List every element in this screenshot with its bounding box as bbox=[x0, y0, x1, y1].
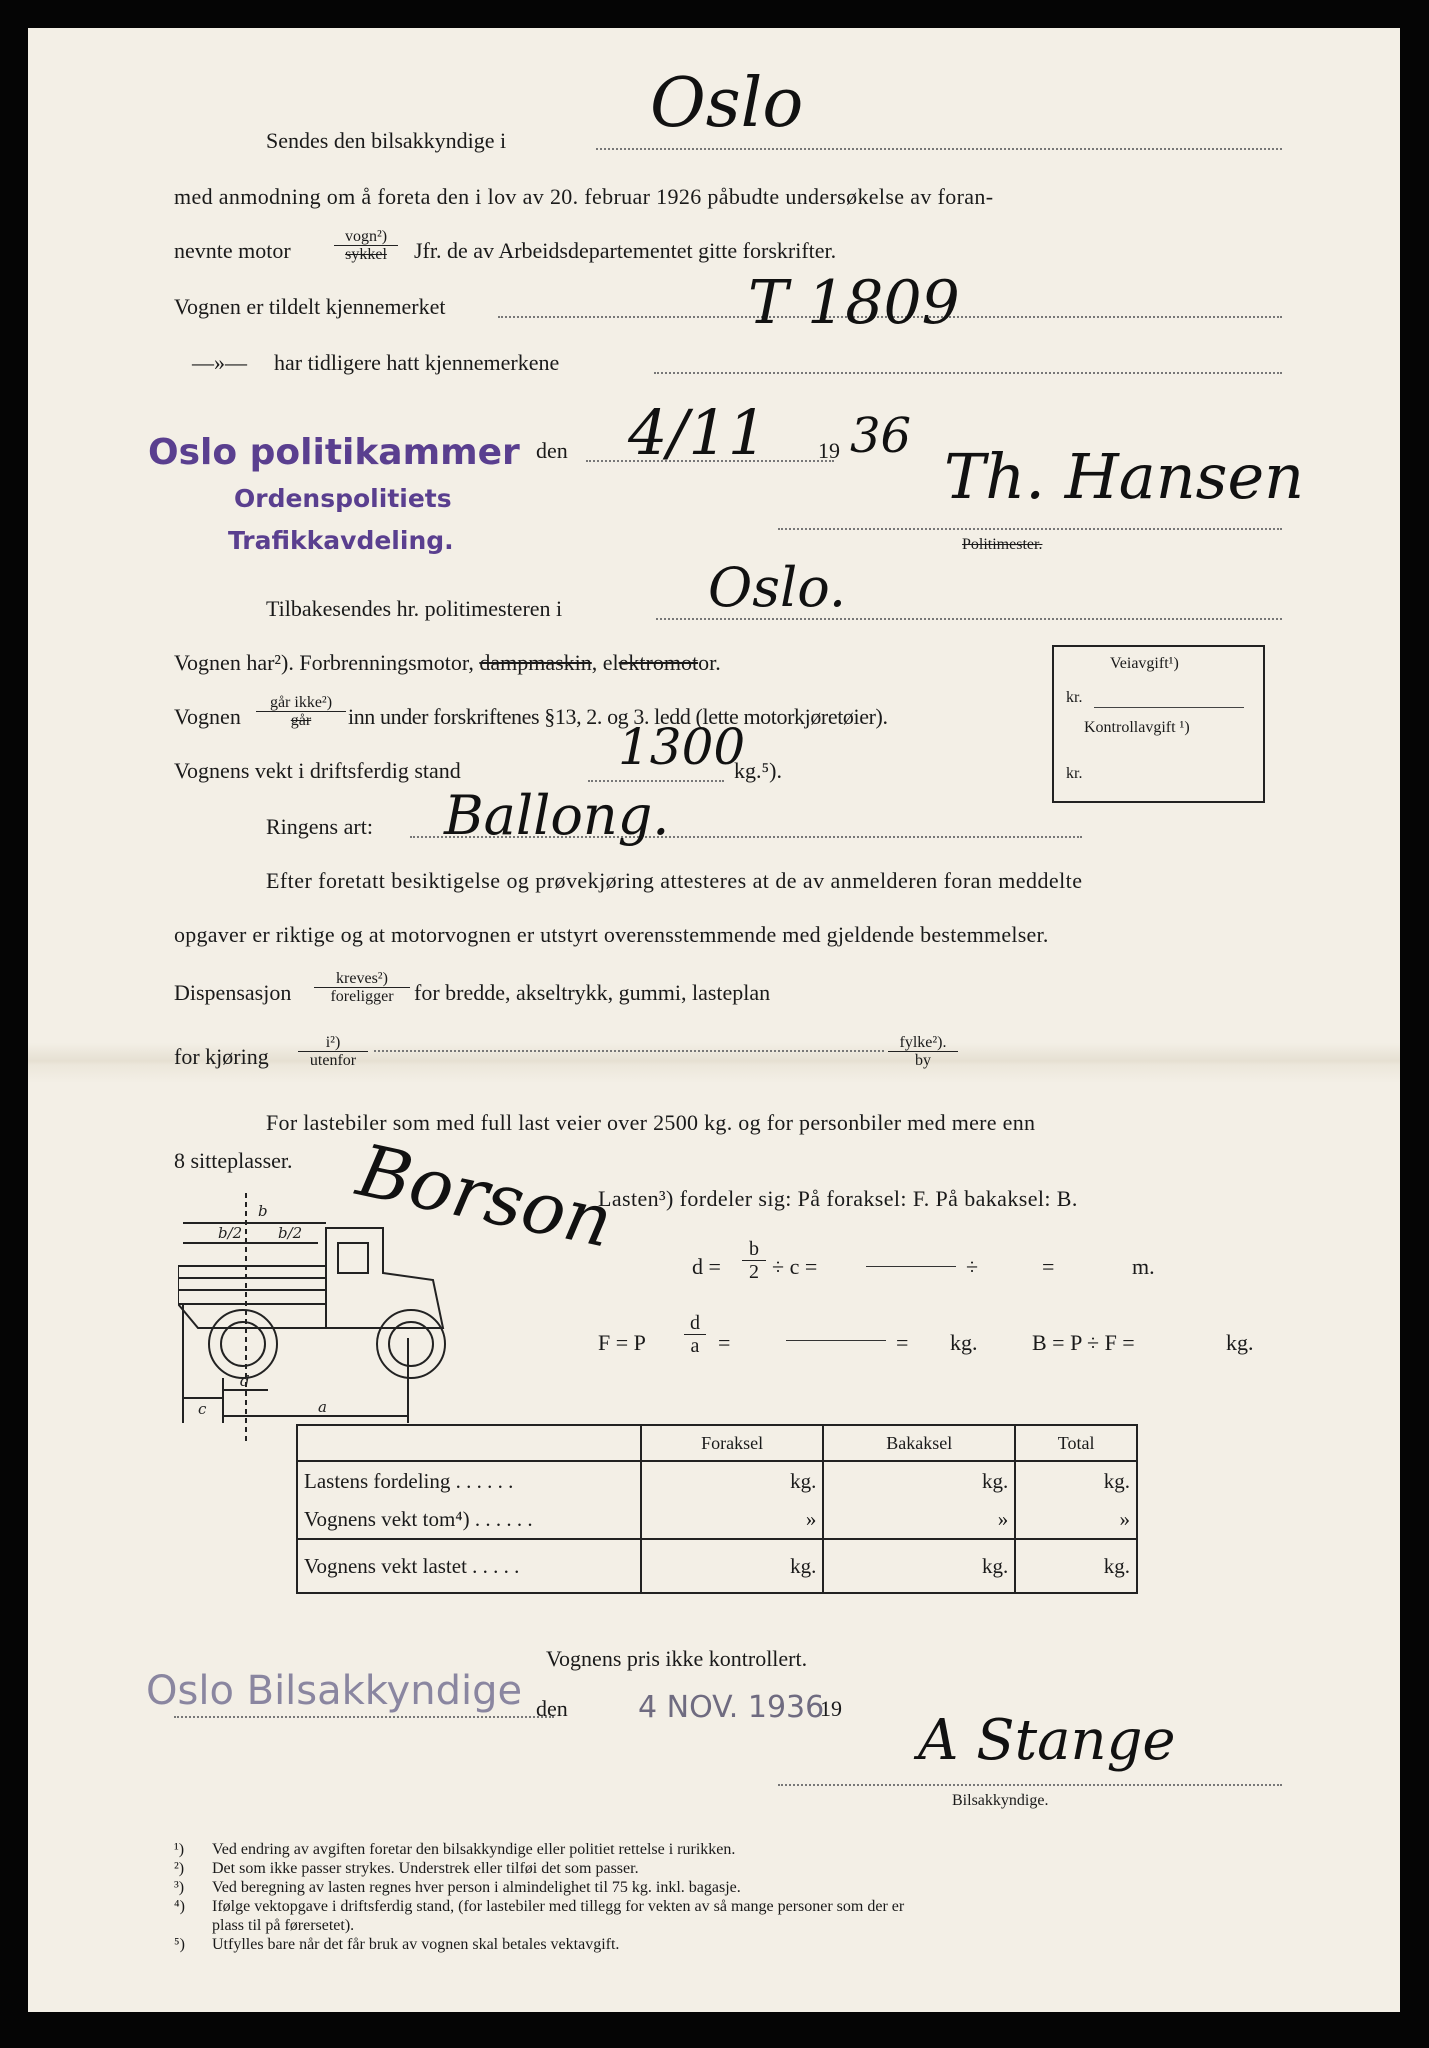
handwritten-date: 4/11 bbox=[628, 396, 768, 469]
load-distribution-table bbox=[296, 1424, 1138, 1594]
truck-label-b: b bbox=[258, 1202, 268, 1220]
truck-diagram bbox=[178, 1168, 558, 1443]
label-kontrollavgift: Kontrollavgift ¹) bbox=[1084, 719, 1190, 736]
dotted-line bbox=[174, 1716, 554, 1718]
line-opgaver: opgaver er riktige og at motorvognen er utstyrt overensstemmende med gjeldende bestemmelser. bbox=[174, 922, 1049, 947]
line-forskriftenes: inn under forskriftenes §13, 2. og 3. ledd (lette motorkjøretøier). bbox=[348, 704, 888, 729]
line-vekt: Vognens vekt i driftsferdig stand bbox=[174, 758, 461, 783]
label-veiavgift: Veiavgift¹) bbox=[1110, 655, 1179, 672]
table-header-row bbox=[297, 1425, 1137, 1461]
line-sitteplasser: 8 sitteplasser. bbox=[174, 1148, 293, 1173]
truck-label-a: a bbox=[318, 1398, 327, 1416]
dotted-line bbox=[588, 780, 724, 782]
label-kr-1: kr. bbox=[1066, 689, 1083, 706]
eq1-minus-c: ÷ c = bbox=[772, 1254, 818, 1279]
line-for-kjoring: for kjøring bbox=[174, 1044, 269, 1069]
fraction-d-a: $\frac{d}{a}$ bbox=[684, 1312, 706, 1357]
ditto-mark: —»— bbox=[192, 350, 247, 375]
eq1-unit: m. bbox=[1132, 1254, 1155, 1279]
table-row: Vognens vekt lastet . . . . . kg. kg. kg. bbox=[297, 1539, 1137, 1593]
dotted-line bbox=[654, 372, 1282, 374]
table-row: Vognens vekt tom⁴) . . . . . . » » » bbox=[297, 1500, 1137, 1539]
handwritten-signature-police: Th. Hansen bbox=[944, 440, 1305, 513]
eq2-equals-1: = bbox=[718, 1330, 731, 1355]
footnote: plass til på førersetet). bbox=[212, 1917, 355, 1934]
date-stamp: 4 NOV. 1936 bbox=[638, 1690, 825, 1725]
fraction-fylke-by: fylke²). by bbox=[888, 1034, 958, 1069]
handwritten-ring-type: Ballong. bbox=[444, 784, 670, 847]
fraction-vogn-sykkel: vogn²) sykkel bbox=[334, 228, 398, 263]
handwritten-scrawl: Borson bbox=[350, 1128, 620, 1264]
dotted-line bbox=[778, 528, 1282, 530]
line-vognen-gar: Vognen bbox=[174, 704, 241, 729]
dotted-line bbox=[374, 1050, 884, 1052]
footnote: ¹) Ved endring av avgiften foretar den bilsakkyndige eller politiet rettelse i rurikken. bbox=[174, 1841, 736, 1858]
label-19-2: 19 bbox=[820, 1696, 842, 1721]
truck-label-b-half-1: b/2 bbox=[218, 1224, 243, 1242]
col-foraksel: Foraksel bbox=[641, 1425, 823, 1461]
line-tidligere: har tidligere hatt kjennemerkene bbox=[274, 350, 560, 375]
col-total: Total bbox=[1015, 1425, 1137, 1461]
col-bakaksel: Bakaksel bbox=[823, 1425, 1015, 1461]
fraction-gar-ikke: går ikke²) går bbox=[256, 694, 346, 729]
label-bilsakkyndige: Bilsakkyndige. bbox=[952, 1792, 1049, 1809]
fee-box bbox=[1052, 645, 1265, 803]
table-row: Lastens fordeling . . . . . . kg. kg. kg. bbox=[297, 1461, 1137, 1500]
eq2-equals-2: = bbox=[896, 1330, 909, 1355]
fraction-i-utenfor: i²) utenfor bbox=[298, 1034, 368, 1069]
label-kg-5: kg.⁵). bbox=[734, 758, 782, 783]
front-wheel bbox=[209, 1310, 277, 1378]
footnote: ⁵) Utfylles bare når det får bruk av vognen skal betales vektavgift. bbox=[174, 1936, 620, 1953]
dotted-line bbox=[596, 148, 1282, 150]
eq1-d: d = bbox=[692, 1254, 721, 1279]
handwritten-plate: T 1809 bbox=[748, 268, 960, 338]
eq1-equals: = bbox=[1042, 1254, 1055, 1279]
form-page bbox=[28, 28, 1400, 2012]
line-kjennemerket: Vognen er tildelt kjennemerket bbox=[174, 294, 446, 319]
line-efter: Efter foretatt besiktigelse og prøvekjøring attesteres at de av anmelderen foran meddelte bbox=[266, 868, 1083, 893]
eq1-minus: ÷ bbox=[966, 1254, 979, 1279]
eq2-b: B = P ÷ F = bbox=[1032, 1330, 1135, 1355]
line-pris: Vognens pris ikke kontrollert. bbox=[546, 1646, 808, 1671]
fraction-b-2: $\frac{b}{2}$ bbox=[742, 1238, 766, 1283]
eq2-kg-2: kg. bbox=[1226, 1330, 1254, 1355]
line-bredde: for bredde, akseltrykk, gummi, lasteplan bbox=[414, 980, 771, 1005]
handwritten-city: Oslo bbox=[650, 64, 804, 143]
eq2-f: F = P bbox=[598, 1330, 646, 1355]
bilsakkyndige-stamp: Oslo Bilsakkyndige bbox=[146, 1668, 523, 1714]
truck-bed bbox=[178, 1266, 326, 1304]
label-den: den bbox=[536, 438, 568, 463]
truck-label-c: c bbox=[198, 1400, 207, 1418]
footnote: ⁴) Ifølge vektopgave i driftsferdig stand, (for lastebiler med tillegg for vekten av så mange personer som der er bbox=[174, 1898, 905, 1915]
line-lastebiler: For lastebiler som med full last veier over 2500 kg. og for personbiler med mere enn bbox=[266, 1110, 1036, 1135]
footnote: ²) Det som ikke passer strykes. Understrek eller tilføi det som passer. bbox=[174, 1860, 639, 1877]
line-tilbakesendes: Tilbakesendes hr. politimesteren i bbox=[266, 596, 563, 621]
rear-wheel bbox=[377, 1310, 445, 1378]
handwritten-year: 36 bbox=[850, 408, 912, 464]
police-stamp-line3: Trafikkavdeling. bbox=[228, 526, 454, 555]
line-ringens-art: Ringens art: bbox=[266, 814, 373, 839]
eq2-kg-1: kg. bbox=[950, 1330, 978, 1355]
handwritten-city-2: Oslo. bbox=[708, 556, 846, 619]
handwritten-weight: 1300 bbox=[618, 718, 746, 776]
police-stamp-line2: Ordenspolitiets bbox=[234, 484, 452, 513]
handwritten-signature-expert: A Stange bbox=[918, 1708, 1176, 1773]
line-dispensasjon: Dispensasjon bbox=[174, 980, 292, 1005]
dotted-line bbox=[778, 1784, 1282, 1786]
footnote: ³) Ved beregning av lasten regnes hver person i almindelighet til 75 kg. inkl. bagasje. bbox=[174, 1879, 741, 1896]
line-lasten: Lasten³) fordeler sig: På foraksel: F. På bakaksel: B. bbox=[598, 1186, 1078, 1211]
label-politimester: Politimester. bbox=[962, 536, 1043, 553]
label-19: 19 bbox=[818, 438, 840, 463]
police-stamp-line1: Oslo politikammer bbox=[148, 432, 520, 473]
line-sendes: Sendes den bilsakkyndige i bbox=[266, 128, 507, 153]
truck-label-d: d bbox=[240, 1372, 250, 1390]
fraction-kreves: kreves²) foreligger bbox=[314, 970, 410, 1005]
line-jfr: Jfr. de av Arbeidsdepartementet gitte forskrifter. bbox=[414, 238, 837, 263]
line-anmodning: med anmodning om å foreta den i lov av 20. februar 1926 påbudte undersøkelse av foran- bbox=[174, 184, 994, 209]
line-nevnte-motor: nevnte motor bbox=[174, 238, 291, 263]
label-den-2: den bbox=[536, 1696, 568, 1721]
truck-label-b-half-2: b/2 bbox=[278, 1224, 303, 1242]
label-kr-2: kr. bbox=[1066, 765, 1083, 782]
line-vognen-har: Vognen har²). Forbrenningsmotor, dampmaskin, elektromotor. bbox=[174, 650, 721, 675]
